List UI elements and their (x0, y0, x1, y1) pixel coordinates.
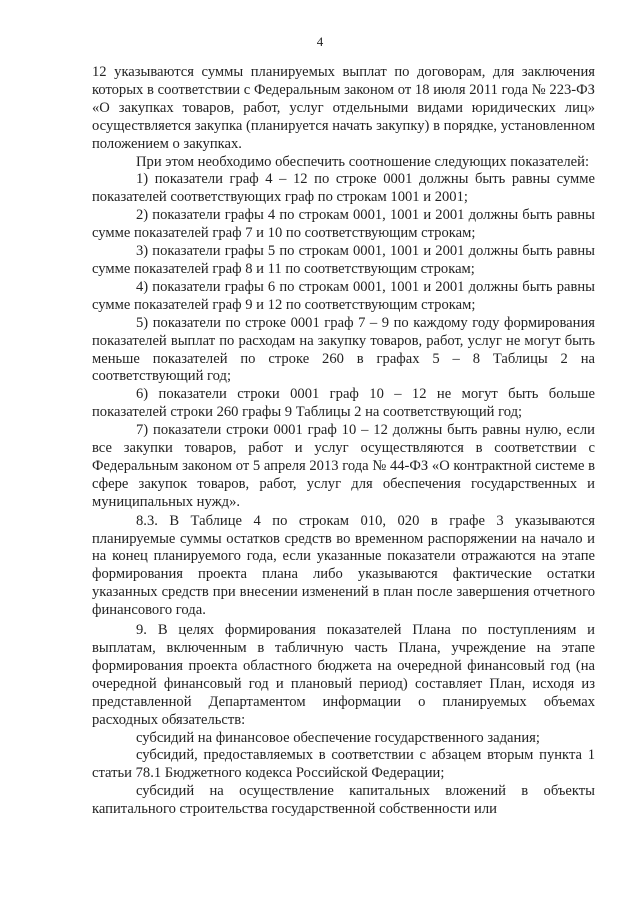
list-item-5: 5) показатели по строке 0001 граф 7 – 9 по каждому году формирования показателей выплат по расходам на закупку товаров, работ, услуг не могут быть меньше показателей по строке 260 в графах 5 – 8 Таблицы 2 на соответствующий год; (92, 314, 595, 385)
subsidy-item-state-task: субсидий на финансовое обеспечение государственного задания; (136, 729, 540, 746)
list-item-2: 2) показатели графы 4 по строкам 0001, 1001 и 2001 должны быть равны сумме показателей граф 7 и 10 по соответствующим строкам; (92, 207, 595, 242)
list-item-4: 4) показатели графы 6 по строкам 0001, 1001 и 2001 должны быть равны сумме показателей граф 9 и 12 по соответствующим строкам; (92, 278, 595, 313)
subsidy-item-capital-investment: субсидий на осуществление капитальных вложений в объекты капитального строительства государственной собственности или (92, 783, 595, 818)
list-item-3: 3) показатели графы 5 по строкам 0001, 1001 и 2001 должны быть равны сумме показателей граф 8 и 11 по соответствующим строкам; (92, 243, 595, 277)
subsidy-item-article-78-1: субсидий, предоставляемых в соответствии с абзацем вторым пункта 1 статьи 78.1 Бюджетного кодекса Российской Федерации; (92, 747, 595, 782)
list-item-7: 7) показатели строки 0001 граф 10 – 12 должны быть равны нулю, если все закупки товаров, работ и услуг осуществляются в соответствии с Федеральным законом от 5 апреля 2013 года № 44-ФЗ «О контрактной системе в сфере закупок товаров, работ, услуг для обеспечения государственных и муниципальных нужд». (92, 422, 595, 510)
page-number: 4 (316, 34, 324, 49)
paragraph-ratio-intro: При этом необходимо обеспечить соотношение следующих показателей: (136, 153, 590, 170)
paragraph-continuation: 12 указываются суммы планируемых выплат по договорам, для заключения которых в соответствии с Федеральным законом от 18 июля 2011 года № 223-ФЗ «О закупках товаров, работ, услуг отдельными видами юридических лиц» осуществляется закупка (планируется начать закупку) в порядке, установленном положением о закупках. (92, 64, 595, 152)
list-item-1: 1) показатели граф 4 – 12 по строке 0001 должны быть равны сумме показателей соответствующих граф по строкам 1001 и 2001; (92, 171, 595, 206)
document-body (92, 64, 595, 819)
paragraph-8-3: 8.3. В Таблице 4 по строкам 010, 020 в графе 3 указываются планируемые суммы остатков средств во временном распоряжении на начало и на конец планируемого года, если указанные показатели отражаются на этапе формирования проекта плана либо указываются фактические остатки указанных средств при внесении изменений в план после завершения отчетного финансового года. (92, 512, 595, 619)
paragraph-9: 9. В целях формирования показателей Плана по поступлениям и выплатам, включенным в табличную часть Плана, учреждение на этапе формирования проекта областного бюджета на очередной финансовый год (на очередной финансовый год и плановый период) составляет План, исходя из представленной Департаментом информации о планируемых объемах расходных обязательств: (92, 622, 595, 728)
list-item-6: 6) показатели строки 0001 граф 10 – 12 не могут быть больше показателей строки 260 графы 9 Таблицы 2 на соответствующий год; (92, 386, 595, 421)
